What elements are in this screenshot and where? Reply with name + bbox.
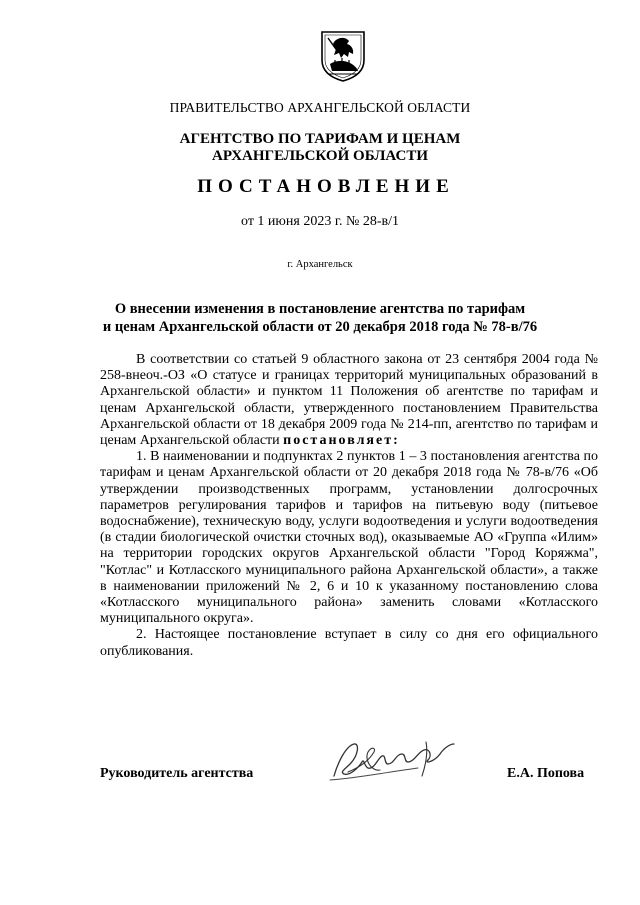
agency-name-line1: АГЕНТСТВО ПО ТАРИФАМ И ЦЕНАМ	[179, 131, 461, 147]
document-date-number: от 1 июня 2023 г. № 28-в/1	[241, 214, 399, 229]
government-name: ПРАВИТЕЛЬСТВО АРХАНГЕЛЬСКОЙ ОБЛАСТИ	[169, 100, 471, 115]
subject-line1: О внесении изменения в постановление агентства по тарифам	[114, 301, 526, 317]
agency-name	[0, 131, 640, 165]
document-city: г. Архангельск	[287, 259, 353, 270]
preamble-text: В соответствии со статьей 9 областного закона от 23 сентября 2004 года № 258-внеоч.-ОЗ «О статусе и границах территорий муниципальных образований в Архангельской области» и пунктом 11 Положения об агентстве по тарифам и ценам Архангельской области, утвержденного постановлением Правительства Архангельской области от 18 декабря 2009 года № 214-пп, агентство по тарифам и ценам Архангельской области	[100, 352, 598, 449]
handwritten-signature	[328, 732, 458, 792]
agency-name-line2: АРХАНГЕЛЬСКОЙ ОБЛАСТИ	[212, 148, 428, 164]
coat-of-arms-icon	[318, 30, 368, 82]
decree-word: постановляет:	[283, 433, 400, 449]
preamble-paragraph	[100, 352, 598, 449]
item-2-paragraph: 2. Настоящее постановление вступает в силу со дня его официального опубликования.	[100, 627, 598, 659]
subject-line2: и ценам Архангельской области от 20 декабря 2018 года № 78-в/76	[102, 319, 538, 335]
signer-name: Е.А. Попова	[507, 766, 585, 781]
signer-position: Руководитель агентства	[100, 766, 254, 781]
document-subject	[0, 300, 640, 336]
document-body	[100, 352, 598, 660]
item-1-paragraph: 1. В наименовании и подпунктах 2 пунктов 1 – 3 постановления агентства по тарифам и ценам Архангельской области от 20 декабря 2018 года № 78-в/76 «Об утверждении производственных программ, установлении долгосрочных параметров регулирования тарифов и тарифов на питьевую воду (питьевое водоснабжение), техническую воду, услуги водоотведения и услуги водоотведения (в стадии биологической очистки сточных вод), оказываемые АО «Группа «Илим» на территории городских округов Архангельской области "Город Коряжма", "Котлас" и Котласского муниципального района Архангельской области», а также в наименовании приложений № 2, 6 и 10 к указанному постановлению слова «Котласского муниципального района» заменить словами «Котласского муниципального округа».	[100, 449, 598, 627]
document-type-title: ПОСТАНОВЛЕНИЕ	[197, 176, 455, 197]
